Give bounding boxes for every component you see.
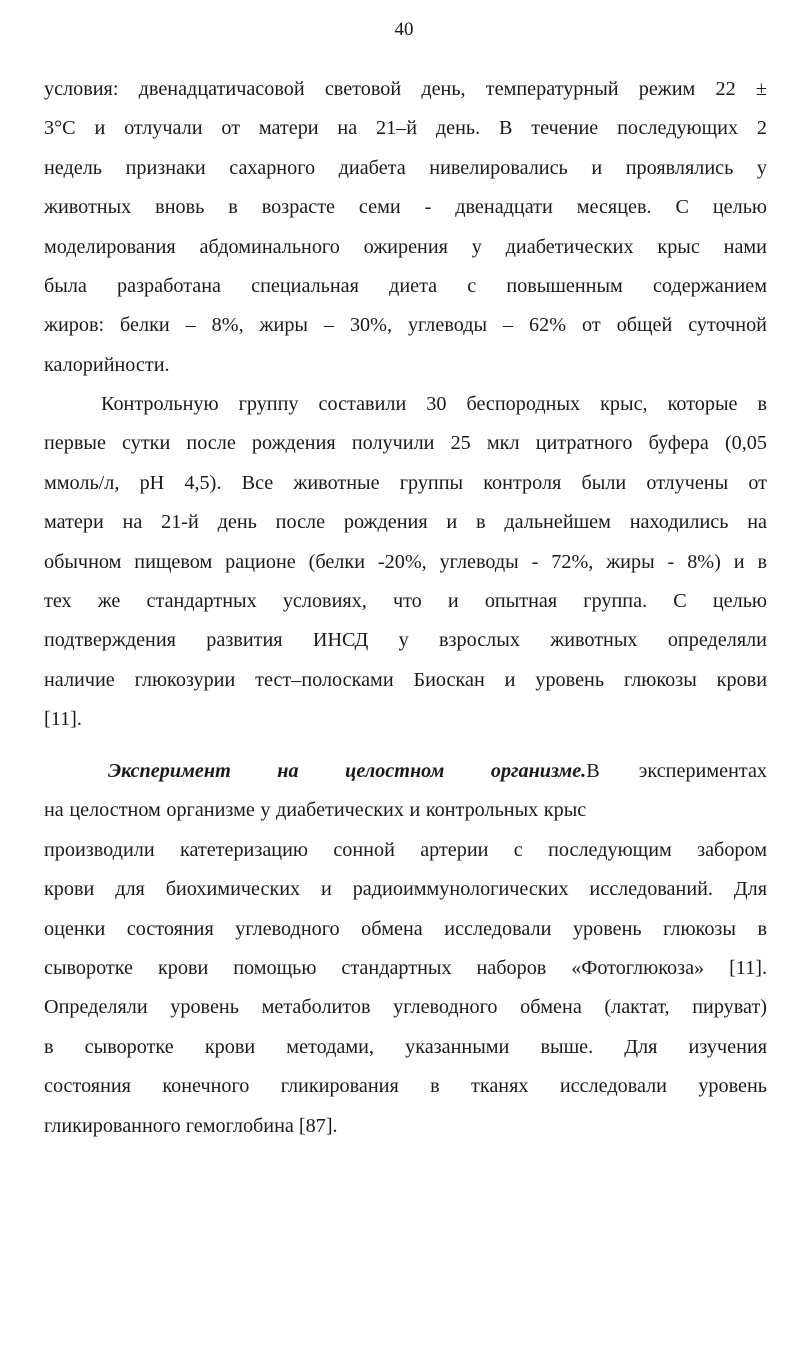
text-line: Контрольную группу составили 30 беспородных крыс, которые в xyxy=(101,393,767,415)
section-heading: Эксперимент на целостном организме. xyxy=(108,760,587,782)
heading-line-rest: В экспериментах xyxy=(586,760,767,782)
text-line: оценки состояния углеводного обмена исследовали уровень глюкозы в xyxy=(44,917,767,940)
page-number: 40 xyxy=(394,19,414,40)
text-line: Определяли уровень метаболитов углеводного обмена (лактат, пируват) xyxy=(44,996,767,1019)
text-line: обычном пищевом рационе (белки -20%, углеводы - 72%, жиры - 8%) и в xyxy=(44,550,767,573)
text-line: калорийности. xyxy=(44,353,170,376)
text-line: тех же стандартных условиях, что и опытная группа. С целью xyxy=(44,589,767,612)
text-line: крови для биохимических и радиоиммунологических исследований. Для xyxy=(44,878,767,901)
text-line: на целостном организме у диабетических и контрольных крыс xyxy=(44,799,587,822)
text-line: матери на 21-й день после рождения и в дальнейшем находились на xyxy=(44,511,767,534)
text-line xyxy=(44,752,767,791)
text-line: состояния конечного гликирования в тканях исследовали уровень xyxy=(44,1075,767,1098)
text-line: в сыворотке крови методами, указанными выше. Для изучения xyxy=(44,1035,767,1058)
text-line: подтверждения развития ИНСД у взрослых животных определяли xyxy=(44,629,767,652)
text-line: [11]. xyxy=(44,708,82,731)
text-line: производили катетеризацию сонной артерии с последующим забором xyxy=(44,838,767,861)
paragraph-conditions xyxy=(44,70,767,385)
text-line: моделирования абдоминального ожирения у диабетических крыс нами xyxy=(44,235,767,258)
text-line: сыворотке крови помощью стандартных наборов «Фотоглюкоза» [11]. xyxy=(44,956,767,979)
text-line: недель признаки сахарного диабета нивелировались и проявлялись у xyxy=(44,156,767,179)
text-line: животных вновь в возрасте семи - двенадцати месяцев. С целью xyxy=(44,196,767,219)
text-line: гликированного гемоглобина [87]. xyxy=(44,1114,338,1137)
text-line: первые сутки после рождения получили 25 мкл цитратного буфера (0,05 xyxy=(44,432,767,455)
text-line: жиров: белки – 8%, жиры – 30%, углеводы – 62% от общей суточной xyxy=(44,314,767,337)
text-line: наличие глюкозурии тест–полосками Биоскан и уровень глюкозы крови xyxy=(44,668,767,691)
text-line: 3°С и отлучали от матери на 21–й день. В течение последующих 2 xyxy=(44,117,767,140)
paragraph-whole-organism-experiment xyxy=(44,752,767,1146)
text-line: была разработана специальная диета с повышенным содержанием xyxy=(44,274,767,297)
text-line: ммоль/л, рН 4,5). Все животные группы контроля были отлучены от xyxy=(44,471,767,494)
paragraph-control-group xyxy=(44,385,767,740)
text-line: условия: двенадцатичасовой световой день, температурный режим 22 ± xyxy=(44,78,767,100)
